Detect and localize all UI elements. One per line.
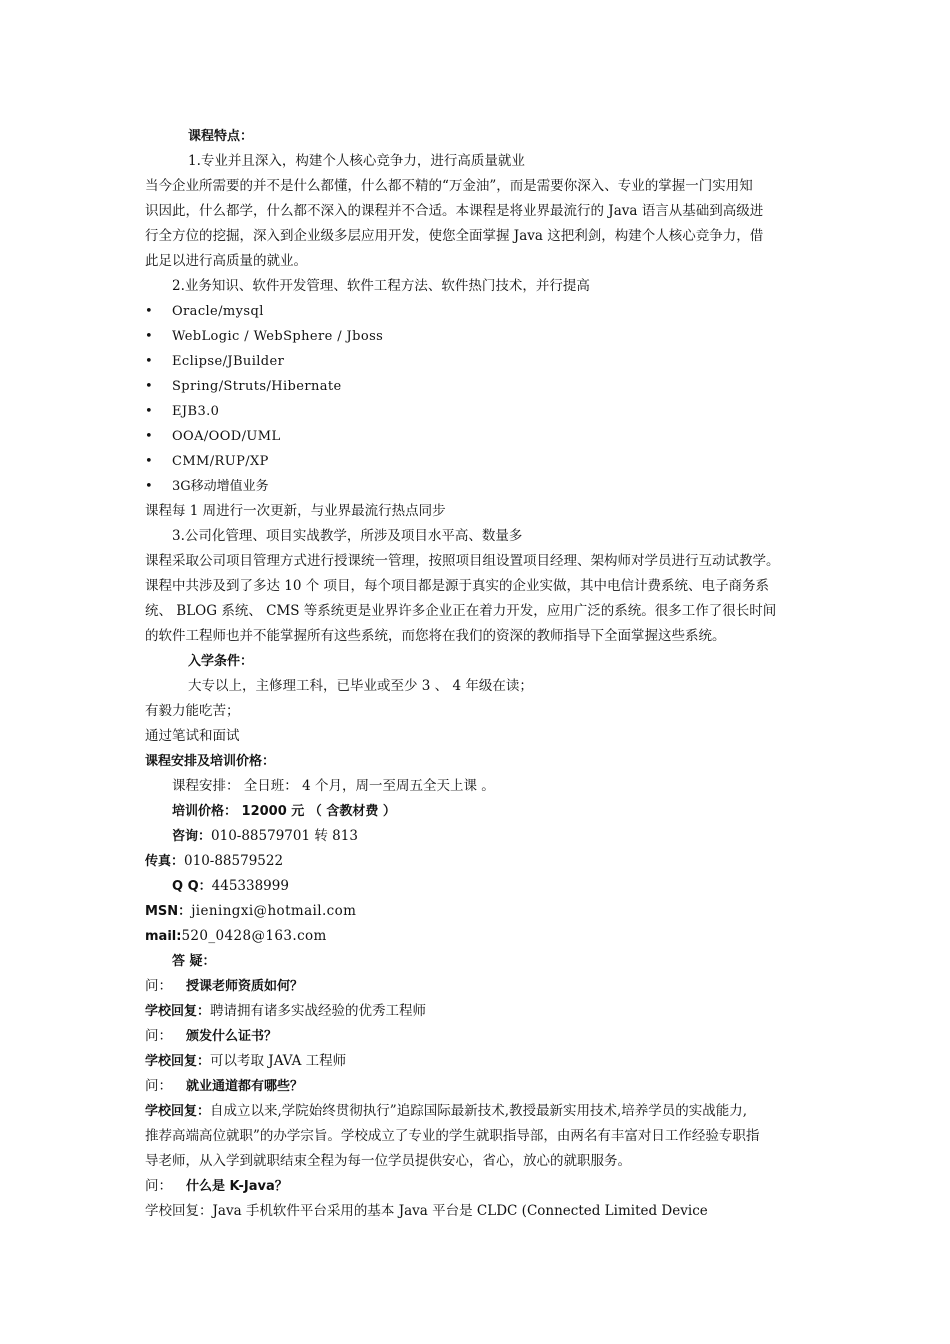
point1-body-line: 此足以进行高质量的就业。 bbox=[145, 253, 307, 269]
consult-label: 咨询： bbox=[172, 829, 212, 844]
admission-req: 通过笔试和面试 bbox=[145, 728, 240, 744]
contact-qq bbox=[172, 874, 842, 899]
features-heading: 课程特点： bbox=[188, 129, 254, 144]
point3-body-line: 课程采取公司项目管理方式进行授课统一管理，按照项目组设置项目经理、架构师对学员进行互动试教学。 bbox=[145, 553, 780, 569]
q-text: 就业通道都有哪些？ bbox=[186, 1079, 304, 1094]
consult-value: 010-88579701 转 813 bbox=[211, 828, 358, 844]
a-label: 学校回复： bbox=[145, 1054, 211, 1069]
point1-body-line: 当今企业所需要的并不是什么都懂，什么都不精的“万金油”，而是需要你深入、专业的掌握一门实用知 bbox=[145, 178, 753, 194]
list-item: EJB3.0 bbox=[172, 404, 220, 419]
mail-value: 520_0428@163.com bbox=[181, 928, 327, 944]
bullet: • bbox=[145, 454, 153, 469]
list-item: Spring/Struts/Hibernate bbox=[172, 379, 342, 394]
point3-body-line: 课程中共涉及到了多达 10 个 项目，每个项目都是源于真实的企业实做，其中电信计费系统、电子商务系 bbox=[145, 578, 770, 594]
list-item: CMM/RUP/XP bbox=[172, 454, 269, 469]
point1-body-line: 识因此，什么都学，什么都不深入的课程并不合适。本课程是将业界最流行的 Java 语言从基础到高级进 bbox=[145, 203, 764, 219]
faq-answer: 学校回复：Java 手机软件平台采用的基本 Java 平台是 CLDC (Connected Limited Device bbox=[145, 1203, 708, 1219]
faq-answer bbox=[145, 1099, 815, 1124]
faq-answer bbox=[145, 1049, 815, 1074]
a-label: 学校回复： bbox=[145, 1104, 211, 1119]
bullet: • bbox=[145, 479, 153, 494]
a-text: 自成立以来,学院始终贯彻执行”追踪国际最新技术,教授最新实用技术,培养学员的实战能力, bbox=[210, 1103, 748, 1119]
a-text: 聘请拥有诸多实战经验的优秀工程师 bbox=[210, 1003, 427, 1019]
faq-question bbox=[145, 1024, 815, 1049]
a-text: 可以考取 JAVA 工程师 bbox=[210, 1053, 347, 1069]
faq-answer bbox=[145, 999, 815, 1024]
qq-label: Q Q： bbox=[172, 879, 212, 894]
schedule-price: 培训价格： 12000 元 （ 含教材费 ） bbox=[172, 804, 396, 819]
bullet: • bbox=[145, 379, 153, 394]
q-label: 问： bbox=[145, 1028, 172, 1044]
point3-body-line: 的软件工程师也并不能掌握所有这些系统，而您将在我们的资深的教师指导下全面掌握这些系统。 bbox=[145, 628, 726, 644]
contact-mail bbox=[145, 924, 815, 949]
bullet: • bbox=[145, 404, 153, 419]
msn-value: jieningxi@hotmail.com bbox=[191, 903, 357, 919]
schedule-arrangement: 课程安排： 全日班： 4 个月，周一至周五全天上课 。 bbox=[172, 778, 495, 794]
q-label: 问： bbox=[145, 1078, 172, 1094]
contact-fax bbox=[145, 849, 815, 874]
schedule-heading: 课程安排及培训价格： bbox=[145, 754, 276, 769]
point3-body-line: 统、 BLOG 系统、 CMS 等系统更是业界许多企业正在着力开发，应用广泛的系统。很多工作了很长时间 bbox=[145, 603, 777, 619]
q-text: 颁发什么证书？ bbox=[186, 1029, 278, 1044]
list-item: OOA/OOD/UML bbox=[172, 429, 281, 444]
q-label: 问： bbox=[145, 1178, 172, 1194]
bullet: • bbox=[145, 329, 153, 344]
point1-title: 1.专业并且深入，构建个人核心竞争力，进行高质量就业 bbox=[188, 153, 525, 169]
contact-consult bbox=[172, 824, 842, 849]
point2-title: 2.业务知识、软件开发管理、软件工程方法、软件热门技术，并行提高 bbox=[172, 278, 590, 294]
bullet: • bbox=[145, 429, 153, 444]
contact-msn bbox=[145, 899, 815, 924]
mail-label: mail: bbox=[145, 929, 182, 944]
point1-body-line: 行全方位的挖掘，深入到企业级多层应用开发，使您全面掌握 Java 这把利剑，构建个人核心竞争力，借 bbox=[145, 228, 764, 244]
admission-req: 大专以上，主修理工科，已毕业或至少 3 、 4 年级在读； bbox=[188, 678, 533, 694]
q-text: 授课老师资质如何？ bbox=[186, 979, 304, 994]
bullet: • bbox=[145, 304, 153, 319]
admission-heading: 入学条件： bbox=[188, 654, 254, 669]
list-item: 3G移动增值业务 bbox=[172, 479, 269, 494]
q-label: 问： bbox=[145, 978, 172, 994]
faq-answer-cont: 推荐高端高位就职”的办学宗旨。学校成立了专业的学生就职指导部，由两名有丰富对日工作经验专职指 bbox=[145, 1128, 760, 1144]
fax-label: 传真： bbox=[145, 854, 185, 869]
fax-value: 010-88579522 bbox=[184, 853, 284, 869]
q-text: 什么是 K-Java？ bbox=[186, 1179, 288, 1194]
list-item: WebLogic / WebSphere / Jboss bbox=[172, 329, 384, 344]
faq-question bbox=[145, 1074, 815, 1099]
update-note: 课程每 1 周进行一次更新，与业界最流行热点同步 bbox=[145, 503, 446, 519]
list-item: Eclipse/JBuilder bbox=[172, 354, 285, 369]
msn-label: MSN： bbox=[145, 904, 192, 919]
bullet: • bbox=[145, 354, 153, 369]
faq-heading: 答 疑： bbox=[172, 954, 216, 969]
admission-req: 有毅力能吃苦； bbox=[145, 703, 240, 719]
faq-question bbox=[145, 974, 815, 999]
list-item: Oracle/mysql bbox=[172, 304, 264, 319]
qq-value: 445338999 bbox=[211, 878, 289, 894]
faq-answer-cont: 导老师，从入学到就职结束全程为每一位学员提供安心，省心，放心的就职服务。 bbox=[145, 1153, 631, 1169]
faq-question bbox=[145, 1174, 815, 1199]
a-label: 学校回复： bbox=[145, 1004, 211, 1019]
point3-title: 3.公司化管理、项目实战教学，所涉及项目水平高、数量多 bbox=[172, 528, 523, 544]
